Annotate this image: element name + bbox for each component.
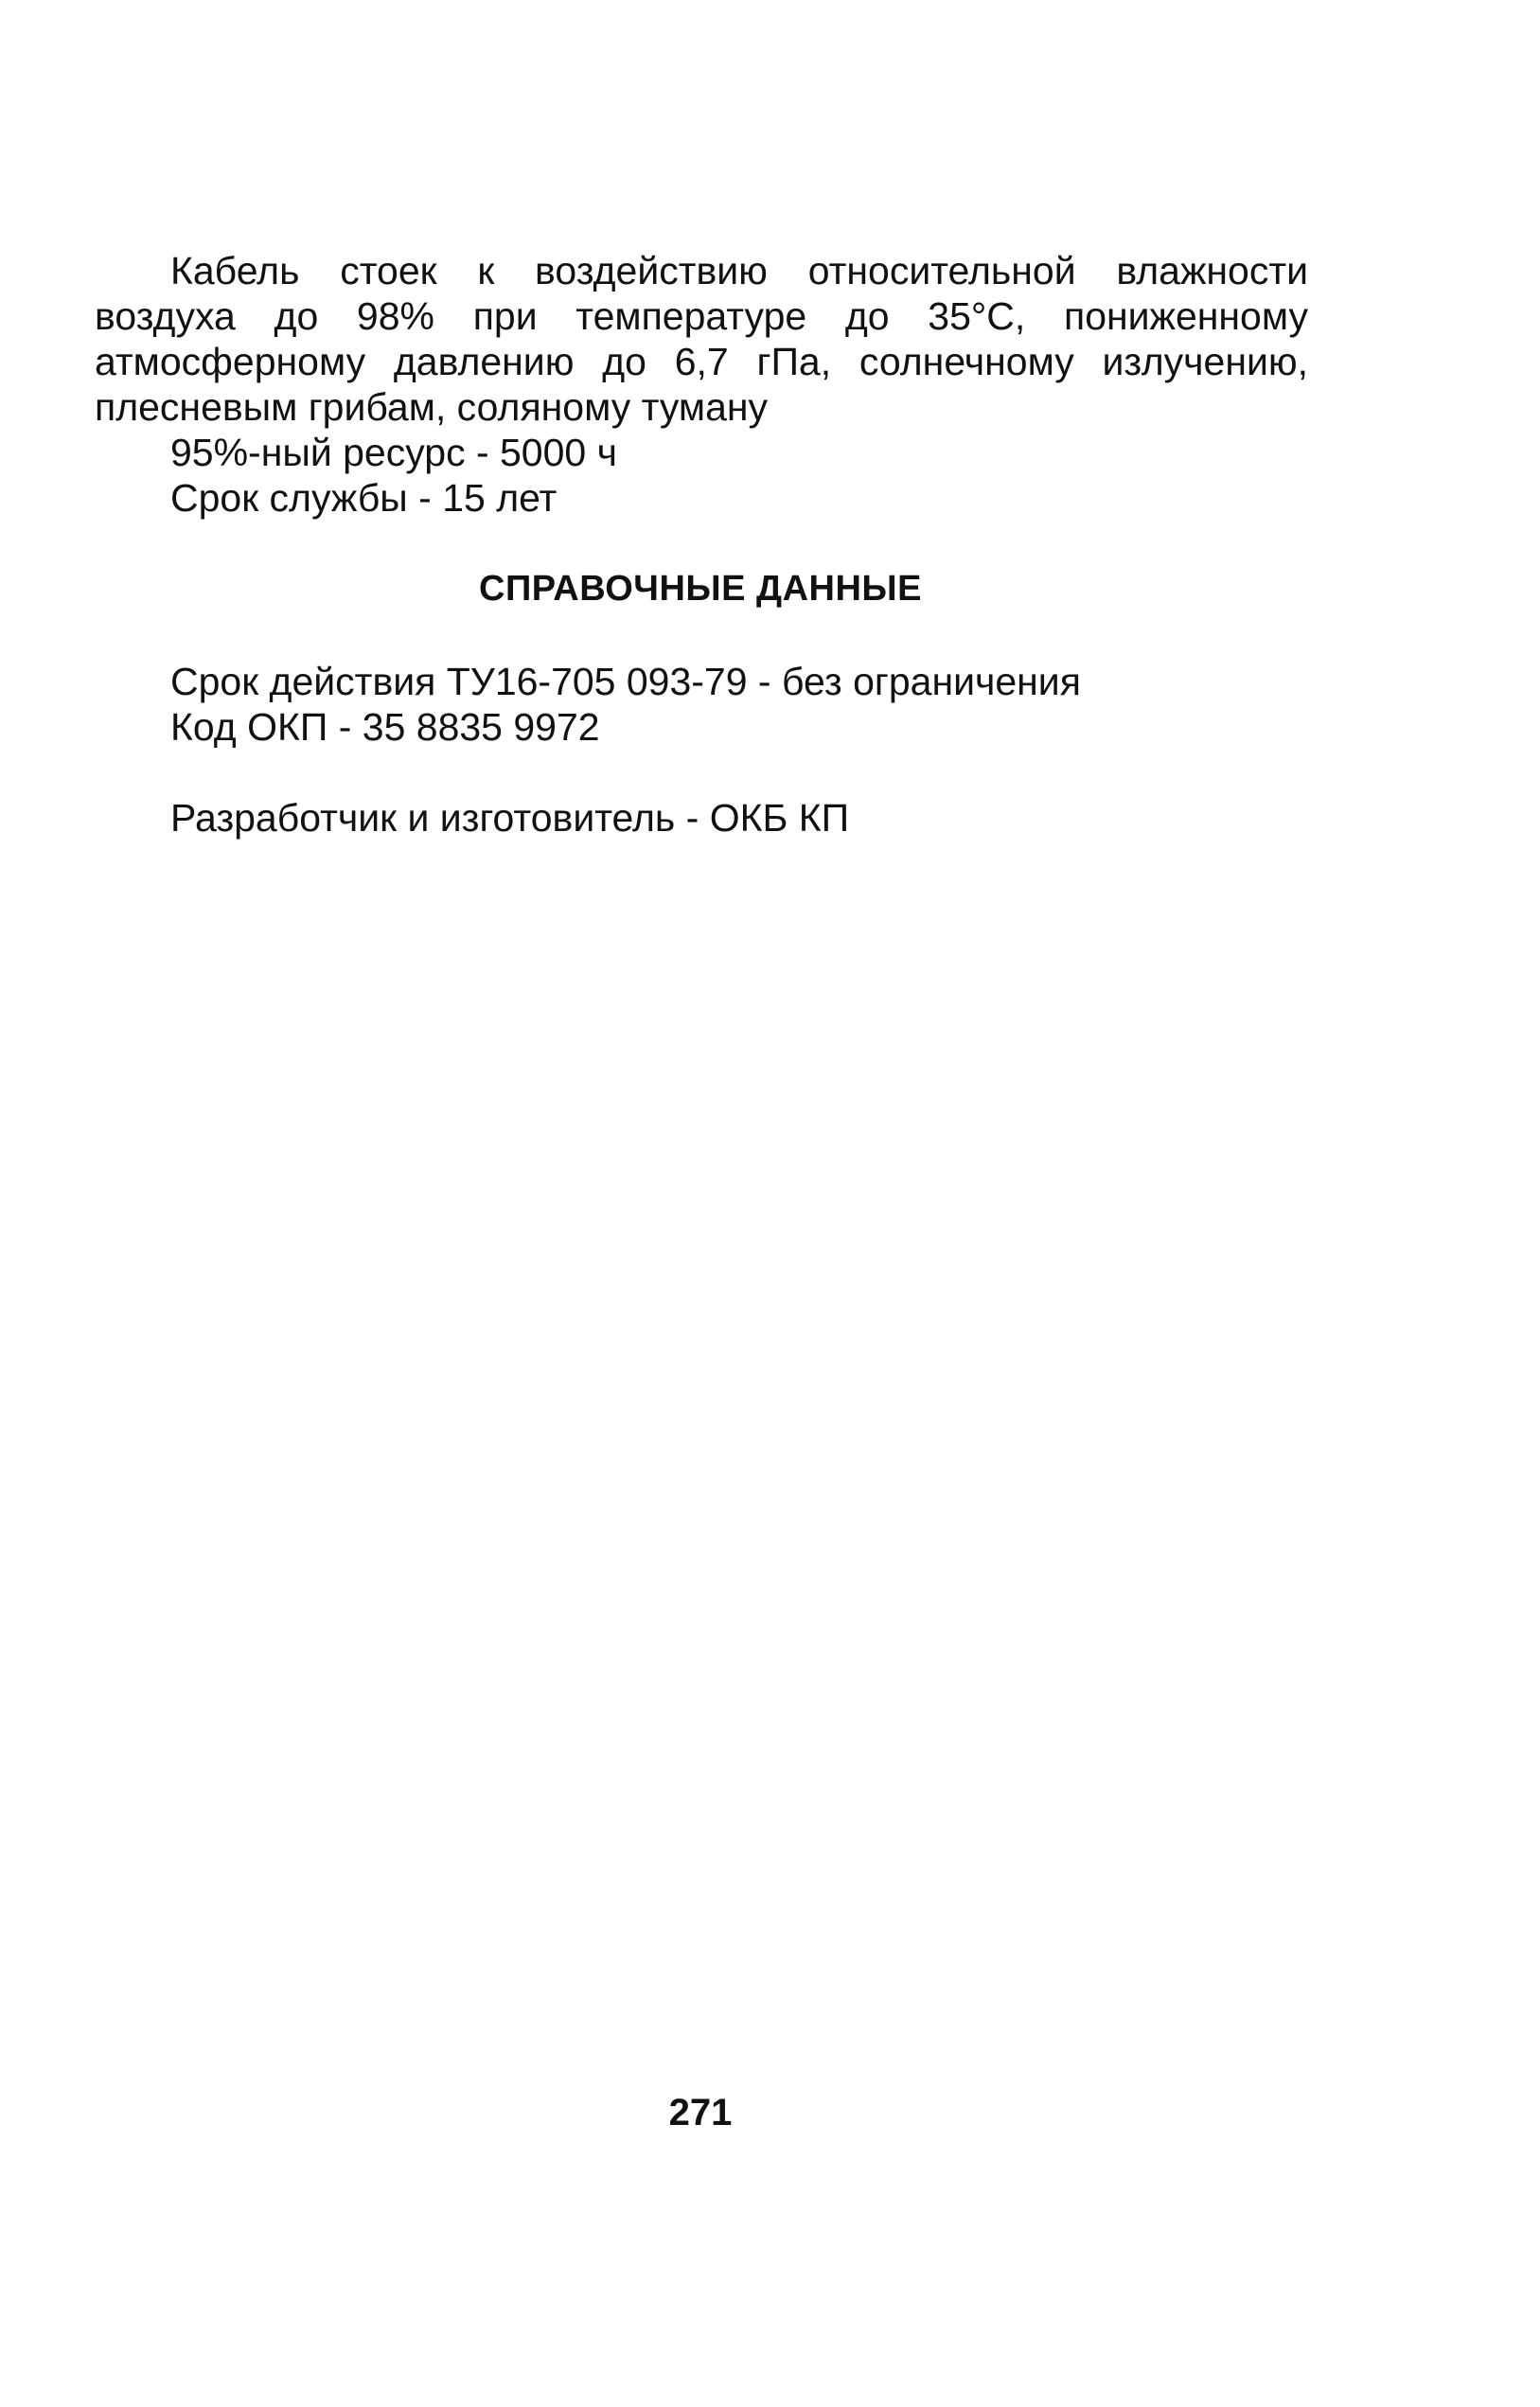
service-life-line: Срок службы - 15 лет — [170, 476, 558, 520]
section-heading: СПРАВОЧНЫЕ ДАННЫЕ — [479, 569, 922, 609]
okp-code-line: Код ОКП - 35 8835 9972 — [170, 705, 600, 749]
environmental-resistance-paragraph: Кабель стоек к воздействию относительной влажности воздуха до 98% при температуре до 35°С, пониженному атмосферному давлению до 6,7 гПа, солнечному излучению, плесневым грибам, соляному туману — [95, 249, 1308, 429]
page-number: 271 — [668, 2092, 733, 2133]
resource-line: 95%-ный ресурс - 5000 ч — [170, 431, 617, 474]
validity-line: Срок действия ТУ16-705 093-79 - без ограничения — [170, 660, 1081, 703]
developer-line: Разработчик и изготовитель - ОКБ КП — [170, 796, 850, 840]
